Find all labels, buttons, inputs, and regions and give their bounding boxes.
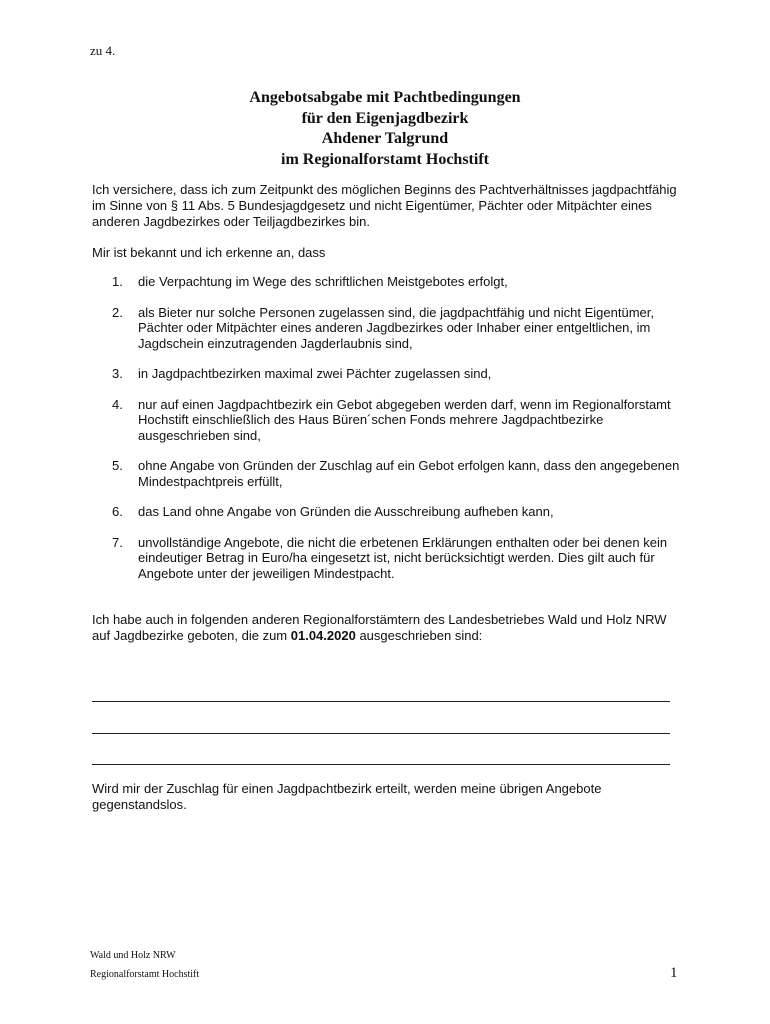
condition-item xyxy=(92,274,682,290)
condition-number: 6. xyxy=(112,504,123,519)
conditions-list xyxy=(92,274,682,596)
condition-text: das Land ohne Angabe von Gründen die Ausschreibung aufheben kann, xyxy=(138,504,554,519)
entry-line-1[interactable] xyxy=(92,701,670,702)
condition-number: 2. xyxy=(112,304,123,320)
footer-organization: Wald und Holz NRW xyxy=(90,950,176,961)
deadline-date: 01.04.2020 xyxy=(290,628,356,643)
condition-text: die Verpachtung im Wege des schriftlichen Meistgebotes erfolgt, xyxy=(138,274,508,289)
condition-text: in Jagdpachtbezirken maximal zwei Pächter zugelassen sind, xyxy=(138,366,492,381)
condition-number: 7. xyxy=(112,534,123,550)
title-line-3: Ahdener Talgrund xyxy=(321,130,449,147)
condition-number: 3. xyxy=(112,366,123,381)
acknowledgement-line: Mir ist bekannt und ich erkenne an, dass xyxy=(92,245,326,260)
condition-item xyxy=(92,366,682,382)
condition-item xyxy=(92,305,682,352)
reference-label: zu 4. xyxy=(90,43,116,58)
condition-text: unvollständige Angebote, die nicht die erbetenen Erklärungen enthalten oder bei denen kein eindeutiger Betrag in Euro/ha eingesetzt ist, nicht berücksichtigt werden. Dies gilt auch für Angebote unter der jeweiligen Mindestpacht. xyxy=(138,534,668,581)
title-line-1: Angebotsabgabe mit Pachtbedingungen xyxy=(249,89,521,106)
footer-office: Regionalforstamt Hochstift xyxy=(90,969,200,980)
condition-number: 5. xyxy=(112,458,123,473)
condition-item xyxy=(92,535,682,582)
document-title xyxy=(0,88,770,170)
other-bids-text-before: Ich habe auch in folgenden anderen Regionalforstämtern des Landesbetriebes Wald und Holz NRW auf Jagdbezirke geboten, die zum xyxy=(92,612,667,643)
condition-number: 1. xyxy=(112,274,123,289)
other-bids-text-after: ausgeschrieben sind: xyxy=(355,628,483,643)
condition-item xyxy=(92,397,682,444)
condition-text: ohne Angabe von Gründen der Zuschlag auf ein Gebot erfolgen kann, dass den angegebenen Mindestpachtpreis erfüllt, xyxy=(138,458,680,489)
condition-item xyxy=(92,458,682,489)
condition-number: 4. xyxy=(112,396,123,412)
condition-item xyxy=(92,504,682,520)
intro-paragraph: Ich versichere, dass ich zum Zeitpunkt des möglichen Beginns des Pachtverhältnisses jagdpachtfähig im Sinne von § 11 Abs. 5 Bundesjagdgesetz und nicht Eigentümer, Pächter oder Mitpächter eines anderen Jagdbezirkes oder Teiljagdbezirkes bin. xyxy=(92,182,677,229)
page-number: 1 xyxy=(670,965,678,981)
entry-line-3[interactable] xyxy=(92,764,670,765)
other-bids-paragraph xyxy=(92,612,682,644)
title-line-4: im Regionalforstamt Hochstift xyxy=(281,150,489,168)
title-line-2: für den Eigenjagdbezirk xyxy=(301,109,469,127)
condition-text: als Bieter nur solche Personen zugelassen sind, die jagdpachtfähig und nicht Eigentümer, Pächter oder Mitpächter eines anderen Jagdbezirkes oder Inhaber einer entgeltlichen, im Jagdschein einzutragenden Jagderlaubnis sind, xyxy=(138,304,654,351)
entry-line-2[interactable] xyxy=(92,733,670,734)
condition-text: nur auf einen Jagdpachtbezirk ein Gebot abgegeben werden darf, wenn im Regionalforstamt Hochstift einschließlich des Haus Büren´schen Fonds mehrere Jagdpachtbezirke ausgeschrieben sind, xyxy=(138,396,671,443)
closing-paragraph: Wird mir der Zuschlag für einen Jagdpachtbezirk erteilt, werden meine übrigen Angebote gegenstandslos. xyxy=(92,781,602,812)
